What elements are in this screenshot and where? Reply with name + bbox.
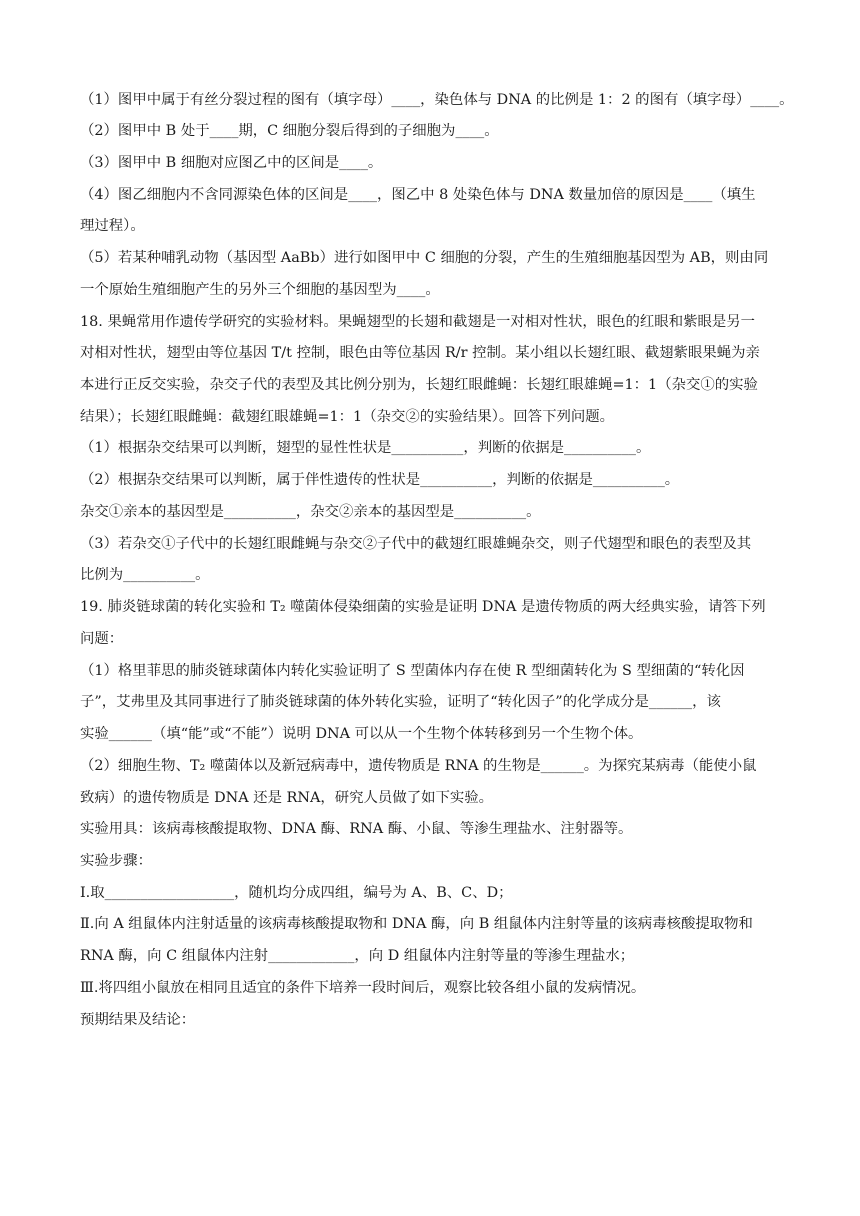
- step-1-line: Ⅰ.取__________________，随机均分成四组，编号为 A、B、C、D；: [80, 885, 513, 901]
- q17-part1-line: （1）图甲中属于有丝分裂过程的图有（填字母）____，染色体与 DNA 的比例是 1：2 的图有（填字母）____。: [80, 92, 794, 108]
- steps-heading: 实验步骤：: [80, 853, 152, 869]
- q18-part2-line2: 杂交①亲本的基因型是__________，杂交②亲本的基因型是__________。: [80, 504, 541, 520]
- q17-part4-line1: （4）图乙细胞内不含同源染色体的区间是____，图乙中 8 处染色体与 DNA 数量加倍的原因是____（填生: [80, 187, 756, 203]
- q17-part5-line1: （5）若某种哺乳动物（基因型 AaBb）进行如图甲中 C 细胞的分裂，产生的生殖细胞基因型为 AB，则由同: [80, 250, 769, 266]
- q19-stem-line1: 19. 肺炎链球菌的转化实验和 T₂ 噬菌体侵染细菌的实验是证明 DNA 是遗传物质的两大经典实验，请答下列: [80, 599, 766, 615]
- q19-part1-line1: （1）格里菲思的肺炎链球菌体内转化实验证明了 S 型菌体内存在使 R 型细菌转化为 S 型细菌的“转化因: [80, 663, 745, 679]
- q18-part3-line2: 比例为__________。: [80, 567, 210, 583]
- q17-part3-line: （3）图甲中 B 细胞对应图乙中的区间是____。: [80, 155, 383, 171]
- q18-stem-line3: 本进行正反交实验，杂交子代的表型及其比例分别为，长翅红眼雌蝇：长翅红眼雄蝇=1：1（杂交①的实验: [80, 377, 758, 393]
- expected-results-heading: 预期结果及结论：: [80, 1012, 196, 1028]
- q18-stem-line1: 18. 果蝇常用作遗传学研究的实验材料。果蝇翅型的长翅和截翅是一对相对性状，眼色的红眼和紫眼是另一: [80, 314, 756, 330]
- q18-part2-line1: （2）根据杂交结果可以判断，属于伴性遗传的性状是__________，判断的依据是__________。: [80, 472, 680, 488]
- q19-part1-line2: 子”，艾弗里及其同事进行了肺炎链球菌的体外转化实验，证明了“转化因子”的化学成分是______，该: [80, 694, 721, 710]
- step-2-line1: Ⅱ.向 A 组鼠体内注射适量的该病毒核酸提取物和 DNA 酶，向 B 组鼠体内注射等量的该病毒核酸提取物和: [80, 916, 753, 932]
- q18-part1-line: （1）根据杂交结果可以判断，翅型的显性性状是__________，判断的依据是__________。: [80, 440, 651, 456]
- q18-stem-line2: 对相对性状，翅型由等位基因 T/t 控制，眼色由等位基因 R/r 控制。某小组以长翅红眼、截翅紫眼果蝇为亲: [80, 345, 760, 361]
- q18-stem-line4: 结果）；长翅红眼雌蝇：截翅红眼雄蝇=1：1（杂交②的实验结果）。回答下列问题。: [80, 409, 615, 425]
- q18-part3-line1: （3）若杂交①子代中的长翅红眼雌蝇与杂交②子代中的截翅红眼雄蝇杂交，则子代翅型和眼色的表型及其: [80, 536, 752, 552]
- q19-part2-line2: 致病）的遗传物质是 DNA 还是 RNA，研究人员做了如下实验。: [80, 790, 494, 806]
- q17-part5-line2: 一个原始生殖细胞产生的另外三个细胞的基因型为____。: [80, 282, 440, 298]
- q19-stem-line2: 问题：: [80, 631, 124, 647]
- q19-part2-line1: （2）细胞生物、T₂ 噬菌体以及新冠病毒中，遗传物质是 RNA 的生物是______。为探究某病毒（能使小鼠: [80, 758, 757, 774]
- materials-line: 实验用具：该病毒核酸提取物、DNA 酶、RNA 酶、小鼠、等渗生理盐水、注射器等。: [80, 821, 633, 837]
- q19-part1-line3: 实验______（填“能”或“不能”）说明 DNA 可以从一个生物个体转移到另一个生物个体。: [80, 726, 643, 742]
- step-2-line2: RNA 酶，向 C 组鼠体内注射____________，向 D 组鼠体内注射等量的等渗生理盐水；: [80, 948, 635, 964]
- q17-part4-line2: 理过程）。: [80, 218, 145, 234]
- step-3-line: Ⅲ.将四组小鼠放在相同且适宜的条件下培养一段时间后，观察比较各组小鼠的发病情况。: [80, 980, 646, 996]
- q17-part2-line: （2）图甲中 B 处于____期，C 细胞分裂后得到的子细胞为____。: [80, 123, 499, 139]
